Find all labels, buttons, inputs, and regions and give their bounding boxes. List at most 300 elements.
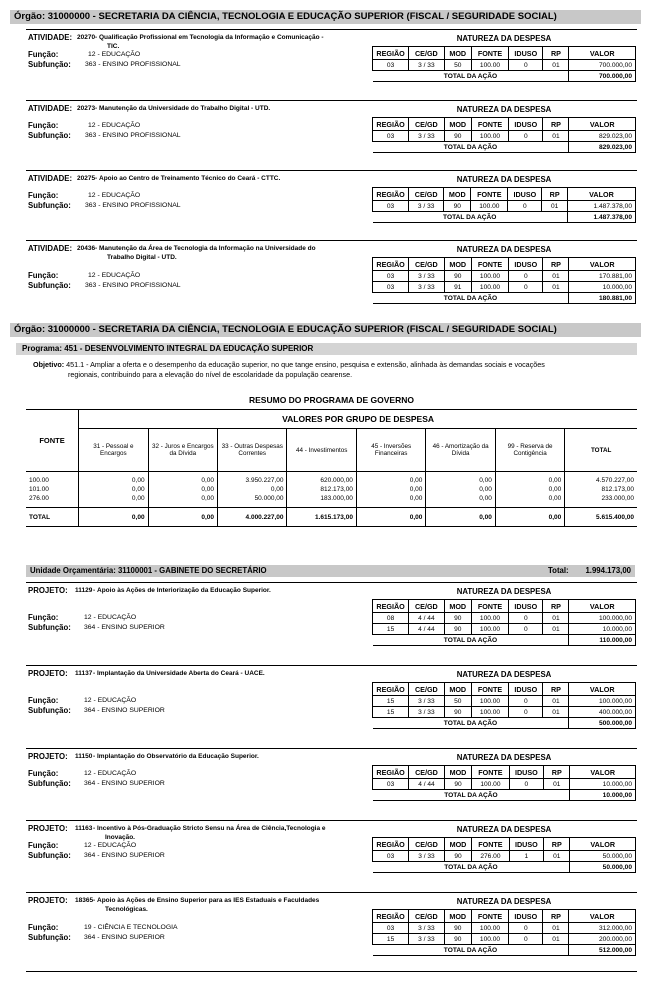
- col-header: FONTE: [471, 683, 508, 696]
- total-acao-value: 10.000,00: [570, 790, 636, 801]
- natureza-cell: 90: [444, 923, 471, 934]
- subfuncao-label: Subfunção:: [28, 60, 71, 69]
- natureza-cell: 829.023,00: [569, 131, 636, 142]
- resumo-col-header: 44 - Investimentos: [287, 429, 356, 472]
- unidade-total-label: Total:: [548, 566, 569, 575]
- unidade-total-value: 1.994.173,00: [585, 566, 631, 575]
- resumo-fonte-header: FONTE: [26, 410, 79, 472]
- projeto-desc-sep: -: [93, 587, 96, 594]
- col-header: REGIÃO: [373, 47, 409, 60]
- projeto-label: PROJETO:: [28, 586, 68, 595]
- col-header: CE/GD: [409, 838, 445, 851]
- natureza-cell: 01: [542, 201, 568, 212]
- projeto-desc-sep: -: [93, 670, 96, 677]
- resumo-value-cell: 0,00: [79, 494, 148, 508]
- natureza-cell: 100.000,00: [569, 613, 636, 624]
- col-header: FONTE: [471, 910, 508, 923]
- natureza-cell: 1.487.378,00: [567, 201, 635, 212]
- projeto-label: PROJETO:: [28, 752, 68, 761]
- resumo-col-header: 99 - Reserva de Contigência: [495, 429, 564, 472]
- natureza-cell: 4 / 44: [409, 779, 445, 790]
- resumo-col-header: 45 - Inversões Financeiras: [356, 429, 425, 472]
- projeto-code: 11137: [75, 670, 93, 677]
- natureza-cell: 100.00: [471, 201, 508, 212]
- resumo-total-cell: 1.615.173,00: [287, 508, 356, 527]
- funcao-value: 12 - EDUCAÇÃO: [84, 842, 137, 849]
- col-header: RP: [543, 118, 569, 131]
- col-header: FONTE: [472, 766, 509, 779]
- col-header: CE/GD: [409, 188, 444, 201]
- atividade-label: ATIVIDADE:: [28, 104, 73, 113]
- natureza-cell: 100.00: [471, 613, 508, 624]
- projeto-desc-sep: -: [93, 897, 96, 904]
- projeto-desc-line2: Tecnológicas.: [105, 906, 148, 913]
- natureza-table: [372, 909, 636, 956]
- projeto-desc-line1: Apoio às Ações de Interiorização da Educação Superior.: [97, 587, 271, 594]
- natureza-cell: 200.000,00: [569, 934, 636, 945]
- block-top-rule: [26, 100, 637, 101]
- natureza-table: [372, 599, 636, 646]
- col-header: IDUSO: [508, 188, 542, 201]
- atividade-code: 20436: [77, 245, 96, 252]
- natureza-cell: 90: [444, 201, 471, 212]
- natureza-cell: 100.00: [471, 60, 508, 71]
- natureza-title: NATUREZA DA DESPESA: [456, 105, 552, 114]
- natureza-cell: 0: [509, 934, 543, 945]
- natureza-cell: 100.00: [471, 282, 508, 293]
- resumo-programa: [26, 391, 637, 527]
- col-header: REGIÃO: [373, 118, 409, 131]
- natureza-cell: 0: [509, 613, 543, 624]
- resumo-value-cell: 0,00: [495, 472, 564, 486]
- natureza-cell: 3 / 33: [409, 707, 444, 718]
- funcao-value: 12 - EDUCAÇÃO: [88, 51, 141, 58]
- subfuncao-label: Subfunção:: [28, 201, 71, 210]
- total-acao-label: TOTAL DA AÇÃO: [373, 212, 568, 223]
- resumo-value-cell: 0,00: [426, 485, 495, 494]
- natureza-cell: 01: [543, 131, 569, 142]
- natureza-cell: 100.00: [471, 271, 508, 282]
- projeto-code: 11150: [75, 753, 93, 760]
- resumo-value-cell: 812.173,00: [287, 485, 356, 494]
- natureza-cell: 03: [373, 201, 409, 212]
- col-header: VALOR: [570, 838, 636, 851]
- col-header: REGIÃO: [373, 188, 409, 201]
- resumo-total-cell: 4.000.227,00: [218, 508, 287, 527]
- natureza-cell: 03: [373, 851, 409, 862]
- atividade-code: 20270: [77, 34, 96, 41]
- subfuncao-value: 364 - ENSINO SUPERIOR: [84, 707, 165, 714]
- natureza-header-row: [373, 188, 636, 201]
- subfuncao-label: Subfunção:: [28, 779, 71, 788]
- natureza-cell: 90: [444, 271, 471, 282]
- col-header: CE/GD: [409, 600, 444, 613]
- col-header: IDUSO: [509, 683, 543, 696]
- col-header: RP: [543, 258, 569, 271]
- projeto-desc-line1: Incentivo à Pós-Graduação Stricto Sensu na Área de Ciência,Tecnologia e: [97, 825, 326, 832]
- resumo-value-cell: 0,00: [495, 494, 564, 508]
- subfuncao-label: Subfunção:: [28, 131, 71, 140]
- orgao-header: [10, 10, 641, 24]
- natureza-header-row: [373, 683, 636, 696]
- natureza-cell: 91: [444, 282, 471, 293]
- natureza-cell: 90: [444, 624, 471, 635]
- col-header: MOD: [444, 188, 471, 201]
- natureza-cell: 90: [444, 131, 471, 142]
- orgao-header-2: [10, 323, 641, 337]
- natureza-cell: 03: [373, 271, 409, 282]
- natureza-table: [372, 682, 636, 729]
- natureza-row: [373, 282, 636, 293]
- col-header: IDUSO: [509, 118, 543, 131]
- col-header: FONTE: [471, 118, 508, 131]
- resumo-value-cell: 0,00: [148, 485, 217, 494]
- natureza-cell: 3 / 33: [409, 282, 444, 293]
- funcao-label: Função:: [28, 769, 59, 778]
- resumo-col-header: 32 - Juros e Encargos da Dívida: [148, 429, 217, 472]
- total-acao-label: TOTAL DA AÇÃO: [373, 718, 569, 729]
- resumo-row: [26, 494, 637, 508]
- total-acao-value: 829.023,00: [569, 142, 636, 153]
- natureza-cell: 312.000,00: [569, 923, 636, 934]
- subfuncao-label: Subfunção:: [28, 706, 71, 715]
- subfuncao-value: 364 - ENSINO SUPERIOR: [84, 934, 165, 941]
- natureza-header-row: [373, 838, 636, 851]
- atividade-desc-line2: Trabalho Digital - UTD.: [107, 254, 177, 261]
- projeto-code: 18365: [75, 897, 94, 904]
- natureza-cell: 50.000,00: [570, 851, 636, 862]
- natureza-title: NATUREZA DA DESPESA: [456, 753, 552, 762]
- resumo-total-row: [26, 508, 637, 527]
- natureza-header-row: [373, 258, 636, 271]
- natureza-row: [373, 271, 636, 282]
- resumo-value-cell: 50.000,00: [218, 494, 287, 508]
- natureza-cell: 90: [444, 851, 472, 862]
- resumo-value-cell: 183.000,00: [287, 494, 356, 508]
- col-header: RP: [544, 766, 570, 779]
- subfuncao-value: 363 - ENSINO PROFISSIONAL: [85, 282, 181, 289]
- block-top-rule: [26, 665, 637, 666]
- col-header: REGIÃO: [373, 258, 409, 271]
- resumo-header-row: [26, 429, 637, 472]
- natureza-table: [372, 46, 636, 82]
- block-top-rule: [26, 582, 637, 583]
- col-header: MOD: [444, 600, 471, 613]
- total-row: [373, 862, 636, 873]
- natureza-cell: 08: [373, 613, 409, 624]
- atividade-desc-sep: -: [95, 175, 98, 182]
- resumo-col-header: 31 - Pessoal e Encargos: [79, 429, 148, 472]
- natureza-header-row: [373, 47, 636, 60]
- natureza-cell: 276.00: [472, 851, 509, 862]
- subfuncao-label: Subfunção:: [28, 933, 71, 942]
- atividade-desc-line1: Apoio ao Centro de Treinamento Técnico do Ceará - CTTC.: [99, 175, 281, 182]
- resumo-value-cell: 0,00: [356, 472, 425, 486]
- natureza-table: [372, 187, 636, 223]
- orgao-title-2: Órgão: 31000000 - SECRETARIA DA CIÊNCIA, TECNOLOGIA E EDUCAÇÃO SUPERIOR (FISCAL / SEGURIDADE SOCIAL): [14, 324, 557, 335]
- programa-title: Programa: 451 - DESENVOLVIMENTO INTEGRAL DA EDUCAÇÃO SUPERIOR: [22, 344, 314, 353]
- resumo-total-cell: 0,00: [148, 508, 217, 527]
- resumo-value-cell: 0,00: [79, 485, 148, 494]
- resumo-value-cell: 0,00: [148, 494, 217, 508]
- natureza-title: NATUREZA DA DESPESA: [456, 587, 552, 596]
- resumo-subtitle: VALORES POR GRUPO DE DESPESA: [79, 410, 637, 429]
- resumo-row: [26, 485, 637, 494]
- total-acao-label: TOTAL DA AÇÃO: [373, 945, 569, 956]
- col-header: RP: [543, 600, 569, 613]
- natureza-cell: 400.000,00: [569, 707, 636, 718]
- col-header: MOD: [444, 118, 471, 131]
- projeto-code: 11163: [75, 825, 93, 832]
- resumo-col-header: TOTAL: [565, 429, 637, 472]
- natureza-table: [372, 765, 636, 801]
- col-header: VALOR: [569, 600, 636, 613]
- col-header: VALOR: [569, 258, 636, 271]
- natureza-row: [373, 934, 636, 945]
- projeto-label: PROJETO:: [28, 896, 68, 905]
- total-acao-label: TOTAL DA AÇÃO: [373, 635, 569, 646]
- col-header: CE/GD: [409, 683, 444, 696]
- col-header: FONTE: [471, 258, 508, 271]
- atividade-label: ATIVIDADE:: [28, 33, 73, 42]
- funcao-label: Função:: [28, 923, 59, 932]
- natureza-cell: 10.000,00: [570, 779, 636, 790]
- natureza-title: NATUREZA DA DESPESA: [456, 34, 552, 43]
- natureza-header-row: [373, 766, 636, 779]
- funcao-value: 19 - CIÊNCIA E TECNOLOGIA: [84, 924, 178, 931]
- total-acao-value: 700.000,00: [569, 71, 636, 82]
- subfuncao-value: 363 - ENSINO PROFISSIONAL: [85, 61, 181, 68]
- funcao-value: 12 - EDUCAÇÃO: [84, 697, 137, 704]
- projeto-desc-sep: -: [93, 825, 96, 832]
- col-header: RP: [543, 683, 569, 696]
- resumo-value-cell: 0,00: [79, 472, 148, 486]
- funcao-label: Função:: [28, 191, 59, 200]
- natureza-cell: 3 / 33: [409, 934, 444, 945]
- natureza-title: NATUREZA DA DESPESA: [456, 825, 552, 834]
- subfuncao-label: Subfunção:: [28, 851, 71, 860]
- natureza-cell: 3 / 33: [409, 271, 444, 282]
- natureza-cell: 3 / 33: [409, 131, 444, 142]
- atividade-desc-sep: -: [95, 105, 98, 112]
- natureza-cell: 3 / 33: [409, 696, 444, 707]
- atividade-desc-sep: -: [95, 245, 98, 252]
- resumo-total-cell: 0,00: [356, 508, 425, 527]
- resumo-title: RESUMO DO PROGRAMA DE GOVERNO: [26, 391, 637, 410]
- natureza-cell: 4 / 44: [409, 613, 444, 624]
- resumo-value-cell: 812.173,00: [565, 485, 637, 494]
- funcao-label: Função:: [28, 613, 59, 622]
- natureza-cell: 0: [509, 271, 543, 282]
- natureza-cell: 10.000,00: [569, 624, 636, 635]
- objetivo-line1: 451.1 - Ampliar a oferta e o desempenho da educação superior, no que tange ensino, pesquisa e extensão, alinhada às demandas sociais e vocações: [66, 360, 545, 369]
- atividade-label: ATIVIDADE:: [28, 244, 73, 253]
- col-header: VALOR: [569, 910, 636, 923]
- funcao-label: Função:: [28, 271, 59, 280]
- natureza-cell: 700.000,00: [569, 60, 636, 71]
- block-top-rule: [26, 892, 637, 893]
- natureza-cell: 100.000,00: [569, 696, 636, 707]
- block-top-rule: [26, 748, 637, 749]
- resumo-value-cell: 0,00: [356, 494, 425, 508]
- natureza-title: NATUREZA DA DESPESA: [456, 245, 552, 254]
- funcao-label: Função:: [28, 696, 59, 705]
- total-row: [373, 142, 636, 153]
- natureza-row: [373, 696, 636, 707]
- natureza-header-row: [373, 600, 636, 613]
- atividade-desc-line1: Manutenção da Universidade do Trabalho Digital - UTD.: [99, 105, 271, 112]
- total-row: [373, 635, 636, 646]
- col-header: REGIÃO: [373, 766, 409, 779]
- total-acao-value: 500.000,00: [569, 718, 636, 729]
- subfuncao-label: Subfunção:: [28, 623, 71, 632]
- resumo-total-cell: 5.615.400,00: [565, 508, 637, 527]
- col-header: MOD: [444, 766, 472, 779]
- block-top-rule: [26, 29, 637, 30]
- funcao-label: Função:: [28, 841, 59, 850]
- natureza-cell: 0: [509, 131, 543, 142]
- subfuncao-value: 364 - ENSINO SUPERIOR: [84, 624, 165, 631]
- atividade-desc-line1: Qualificação Profissional em Tecnologia da Informação e Comunicação -: [99, 34, 324, 41]
- natureza-cell: 0: [509, 282, 543, 293]
- natureza-cell: 50: [444, 696, 471, 707]
- subfuncao-value: 364 - ENSINO SUPERIOR: [84, 780, 165, 787]
- col-header: FONTE: [472, 838, 509, 851]
- col-header: IDUSO: [509, 258, 543, 271]
- resumo-row: [26, 472, 637, 486]
- col-header: FONTE: [471, 600, 508, 613]
- resumo-total-cell: 0,00: [426, 508, 495, 527]
- natureza-cell: 0: [509, 624, 543, 635]
- subfuncao-value: 364 - ENSINO SUPERIOR: [84, 852, 165, 859]
- subfuncao-label: Subfunção:: [28, 281, 71, 290]
- natureza-cell: 03: [373, 131, 409, 142]
- resumo-fonte-cell: 100.00: [26, 472, 79, 486]
- natureza-cell: 90: [444, 779, 472, 790]
- total-acao-label: TOTAL DA AÇÃO: [373, 142, 569, 153]
- col-header: REGIÃO: [373, 600, 409, 613]
- natureza-cell: 3 / 33: [409, 60, 444, 71]
- natureza-cell: 100.00: [471, 707, 508, 718]
- total-row: [373, 945, 636, 956]
- resumo-value-cell: 620.000,00: [287, 472, 356, 486]
- natureza-cell: 01: [543, 696, 569, 707]
- col-header: VALOR: [567, 188, 635, 201]
- resumo-total-cell: 0,00: [79, 508, 148, 527]
- natureza-cell: 03: [373, 779, 409, 790]
- natureza-row: [373, 60, 636, 71]
- projeto-desc-sep: -: [93, 753, 96, 760]
- natureza-table: [372, 257, 636, 304]
- natureza-cell: 100.00: [471, 131, 508, 142]
- col-header: CE/GD: [409, 766, 445, 779]
- total-row: [373, 212, 636, 223]
- col-header: MOD: [444, 258, 471, 271]
- atividade-code: 20273: [77, 105, 96, 112]
- total-acao-value: 512.000,00: [569, 945, 636, 956]
- natureza-cell: 15: [373, 696, 409, 707]
- resumo-fonte-cell: 276.00: [26, 494, 79, 508]
- projeto-label: PROJETO:: [28, 669, 68, 678]
- projeto-desc-line1: Apoio às Ações de Ensino Superior para as IES Estaduais e Faculdades: [97, 897, 320, 904]
- natureza-cell: 90: [444, 613, 471, 624]
- col-header: FONTE: [471, 188, 508, 201]
- natureza-cell: 0: [509, 923, 543, 934]
- col-header: VALOR: [569, 683, 636, 696]
- col-header: REGIÃO: [373, 838, 409, 851]
- col-header: CE/GD: [409, 910, 444, 923]
- natureza-cell: 03: [373, 60, 409, 71]
- resumo-value-cell: 0,00: [495, 485, 564, 494]
- col-header: CE/GD: [409, 47, 444, 60]
- col-header: RP: [544, 838, 570, 851]
- atividade-desc-sep: -: [95, 34, 98, 41]
- atividade-code: 20275: [77, 175, 96, 182]
- subfuncao-value: 363 - ENSINO PROFISSIONAL: [85, 132, 181, 139]
- funcao-value: 12 - EDUCAÇÃO: [84, 614, 137, 621]
- natureza-cell: 01: [543, 707, 569, 718]
- funcao-label: Função:: [28, 50, 59, 59]
- col-header: REGIÃO: [373, 910, 409, 923]
- col-header: MOD: [444, 47, 471, 60]
- resumo-value-cell: 3.950.227,00: [218, 472, 287, 486]
- natureza-cell: 01: [544, 779, 570, 790]
- natureza-cell: 01: [543, 934, 569, 945]
- natureza-table: [372, 837, 636, 873]
- objetivo-label: Objetivo:: [33, 360, 65, 369]
- natureza-table: [372, 117, 636, 153]
- resumo-value-cell: 0,00: [218, 485, 287, 494]
- col-header: VALOR: [570, 766, 636, 779]
- funcao-value: 12 - EDUCAÇÃO: [88, 192, 141, 199]
- resumo-value-cell: 4.570.227,00: [565, 472, 637, 486]
- atividade-label: ATIVIDADE:: [28, 174, 73, 183]
- col-header: CE/GD: [409, 118, 444, 131]
- natureza-cell: 3 / 33: [409, 201, 444, 212]
- funcao-value: 12 - EDUCAÇÃO: [84, 770, 137, 777]
- resumo-fonte-cell: 101.00: [26, 485, 79, 494]
- natureza-row: [373, 131, 636, 142]
- total-acao-value: 110.000,00: [569, 635, 636, 646]
- col-header: REGIÃO: [373, 683, 409, 696]
- natureza-cell: 90: [444, 934, 471, 945]
- resumo-value-cell: 0,00: [426, 494, 495, 508]
- col-header: VALOR: [569, 47, 636, 60]
- col-header: FONTE: [471, 47, 508, 60]
- col-header: MOD: [444, 683, 471, 696]
- natureza-cell: 0: [509, 60, 543, 71]
- natureza-cell: 01: [543, 923, 569, 934]
- natureza-row: [373, 201, 636, 212]
- col-header: RP: [543, 910, 569, 923]
- natureza-cell: 170.881,00: [569, 271, 636, 282]
- resumo-value-cell: 0,00: [148, 472, 217, 486]
- natureza-cell: 100.00: [471, 923, 508, 934]
- total-row: [373, 293, 636, 304]
- funcao-value: 12 - EDUCAÇÃO: [88, 122, 141, 129]
- col-header: CE/GD: [409, 258, 444, 271]
- resumo-col-header: 46 - Amortização da Dívida: [426, 429, 495, 472]
- natureza-title: NATUREZA DA DESPESA: [456, 670, 552, 679]
- orgao-title: Órgão: 31000000 - SECRETARIA DA CIÊNCIA, TECNOLOGIA E EDUCAÇÃO SUPERIOR (FISCAL / SEGURIDADE SOCIAL): [14, 11, 557, 22]
- atividade-desc-line2: TIC.: [107, 43, 120, 50]
- col-header: IDUSO: [509, 766, 544, 779]
- funcao-label: Função:: [28, 121, 59, 130]
- natureza-cell: 3 / 33: [409, 923, 444, 934]
- resumo-value-cell: 0,00: [356, 485, 425, 494]
- bottom-rule: [26, 971, 637, 972]
- projeto-label: PROJETO:: [28, 824, 68, 833]
